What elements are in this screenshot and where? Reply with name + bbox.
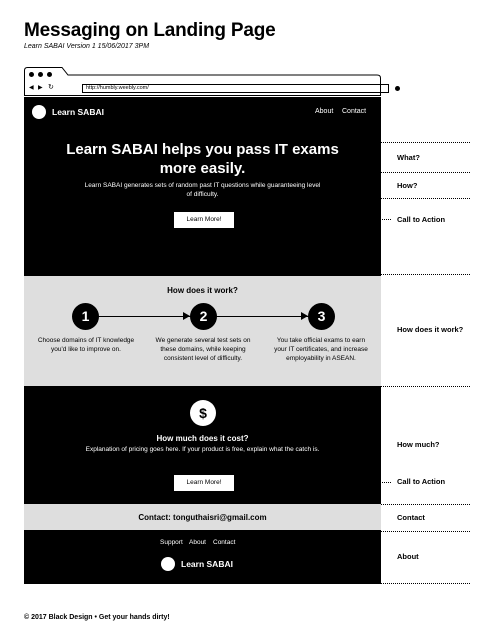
pricing-cta-button[interactable]: Learn More! (174, 475, 234, 491)
annotation-pointer (234, 482, 391, 483)
arrow-right-icon (301, 312, 308, 320)
step-number-1: 1 (72, 303, 99, 330)
annotation-divider (381, 583, 470, 584)
annotation-pointer (236, 219, 391, 220)
hero-section (24, 97, 381, 276)
back-arrow-icon[interactable]: ◀ (29, 85, 34, 91)
nav-link-about[interactable]: About (315, 108, 334, 115)
footer-link-about[interactable]: About (189, 539, 206, 546)
step-number-2: 2 (190, 303, 217, 330)
document-title: Messaging on Landing Page (24, 20, 276, 41)
annotation-how-much: How much? (397, 440, 440, 449)
window-close-icon[interactable] (29, 72, 34, 77)
pricing-title: How much does it cost? (156, 434, 249, 443)
how-it-works-title: How does it work? (167, 286, 238, 295)
annotation-divider (381, 274, 470, 275)
step-text-2: We generate several test sets on these domains, while keeping consistent level of difficulty. (155, 337, 251, 362)
header-brand[interactable]: Learn SABAI (52, 107, 104, 117)
forward-arrow-icon[interactable]: ▶ (38, 85, 43, 91)
annotation-about: About (397, 552, 419, 561)
pricing-body: Explanation of pricing goes here. If your product is free, explain what the catch is. (85, 446, 320, 453)
footer-logo-icon[interactable] (161, 557, 175, 571)
hero-cta-button[interactable]: Learn More! (174, 212, 234, 228)
footer-brand[interactable]: Learn SABAI (181, 559, 233, 569)
annotation-divider (381, 386, 470, 387)
contact-email[interactable]: Contact: tonguthaisri@gmail.com (138, 513, 267, 522)
annotation-call-to-action-2: Call to Action (397, 477, 446, 486)
annotation-divider (356, 142, 470, 143)
window-maximize-icon[interactable] (47, 72, 52, 77)
browser-menu-icon[interactable] (395, 86, 400, 91)
footer-link-support[interactable]: Support (160, 539, 183, 546)
footer-link-contact[interactable]: Contact (213, 539, 236, 546)
footer-section (24, 530, 381, 584)
step-text-3: You take official exams to earn your IT certificates, and increase employability in ASEAN. (274, 337, 368, 362)
address-bar[interactable]: http://humbly.weebly.com/ (82, 84, 389, 93)
annotation-contact: Contact (397, 513, 425, 522)
annotation-divider (381, 531, 470, 532)
contact-section (24, 504, 381, 530)
annotation-divider (356, 172, 470, 173)
browser-chrome (24, 67, 381, 96)
hero-body: Learn SABAI generates sets of random past IT questions while guaranteeing level of difficulty. (84, 182, 321, 198)
window-minimize-icon[interactable] (38, 72, 43, 77)
annotation-divider (356, 198, 470, 199)
annotation-call-to-action: Call to Action (397, 215, 446, 224)
annotation-how-does-it-work: How does it work? (397, 325, 464, 334)
annotation-divider (381, 504, 470, 505)
pricing-section (24, 386, 381, 504)
step-number-3: 3 (308, 303, 335, 330)
refresh-icon[interactable]: ↻ (48, 84, 54, 91)
document-subtitle: Learn SABAI Version 1 15/06/2017 3PM (24, 43, 150, 50)
copyright-text: © 2017 Black Design • Get your hands dirty! (24, 614, 170, 621)
how-it-works-section (24, 276, 381, 386)
nav-link-contact[interactable]: Contact (342, 108, 367, 115)
arrow-right-icon (183, 312, 190, 320)
step-text-1: Choose domains of IT knowledge you'd like to improve on. (37, 337, 135, 353)
annotation-how: How? (397, 181, 418, 190)
dollar-icon: $ (190, 400, 216, 426)
logo-icon[interactable] (32, 105, 46, 119)
annotation-what: What? (397, 153, 420, 162)
hero-headline: Learn SABAI helps you pass IT exams more easily. (66, 141, 339, 177)
